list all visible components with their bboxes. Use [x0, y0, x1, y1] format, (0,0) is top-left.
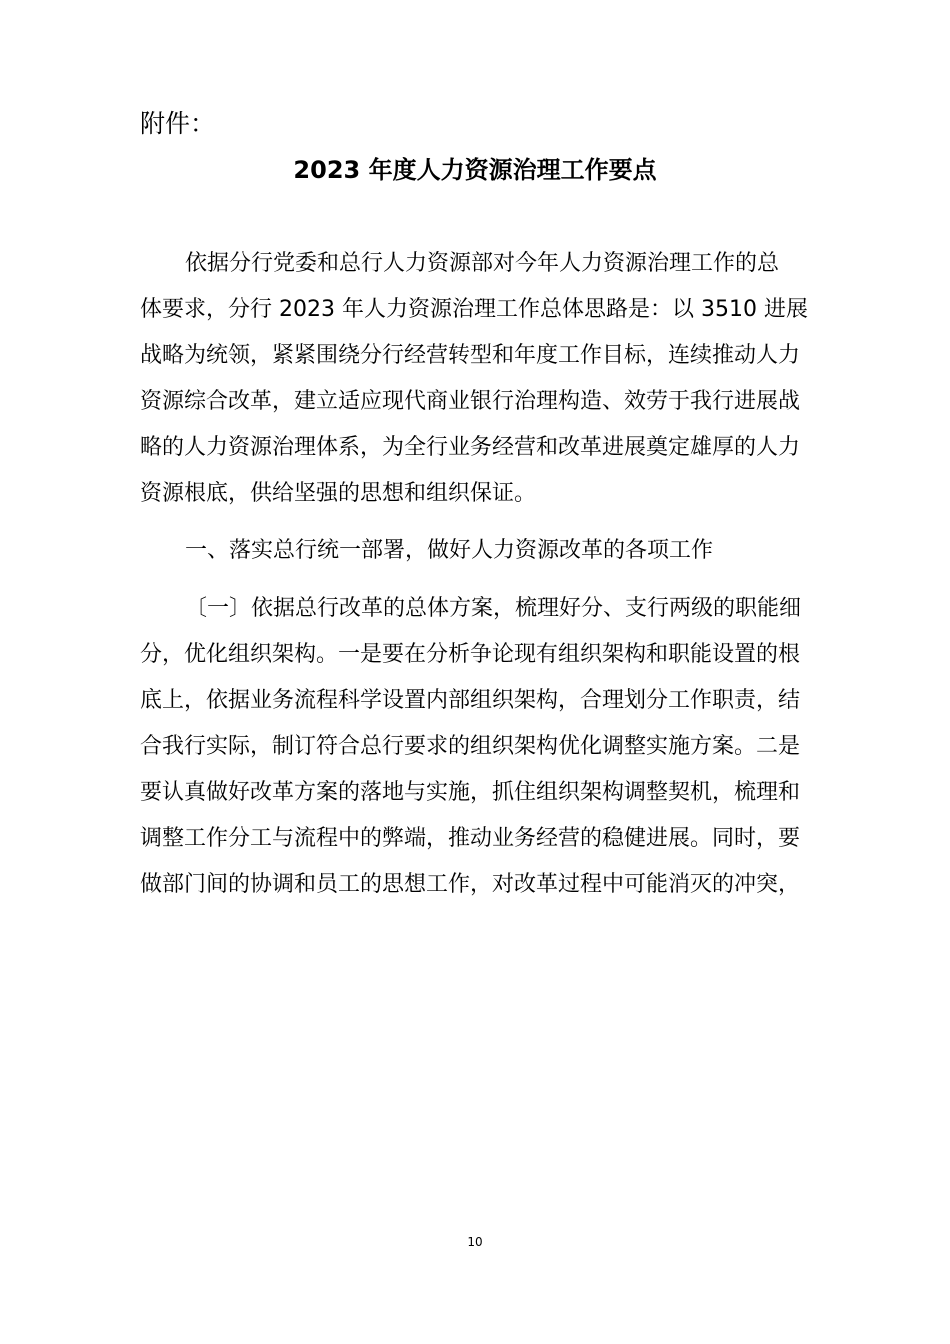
- paragraph-line: 〔一〕依据总行改革的总体方案，梳理好分、支行两级的职能细: [185, 596, 802, 621]
- paragraph-line: 资源根底，供给坚强的思想和组织保证。: [140, 481, 537, 506]
- paragraph-line: 分，优化组织架构。一是要在分析争论现有组织架构和职能设置的根: [140, 642, 801, 667]
- paragraph-line: 体要求，分行 2023 年人力资源治理工作总体思路是：以 3510 进展: [140, 297, 808, 322]
- paragraph-line: 合我行实际，制订符合总行要求的组织架构优化调整实施方案。二是: [140, 734, 801, 759]
- page-number: 10: [467, 1235, 483, 1249]
- document-title: 2023 年度人力资源治理工作要点: [293, 156, 657, 184]
- paragraph-line: 资源综合改革，建立适应现代商业银行治理构造、效劳于我行进展战: [140, 389, 801, 414]
- attachment-label: 附件：: [140, 109, 216, 138]
- paragraph-line: 战略为统领，紧紧围绕分行经营转型和年度工作目标，连续推动人力: [140, 343, 801, 368]
- paragraph-line: 做部门间的协调和员工的思想工作，对改革过程中可能消灭的冲突，: [140, 872, 801, 897]
- paragraph-line: 略的人力资源治理体系，为全行业务经营和改革进展奠定雄厚的人力: [140, 435, 801, 460]
- paragraph-line: 调整工作分工与流程中的弊端，推动业务经营的稳健进展。同时，要: [140, 826, 801, 851]
- paragraph-line: 底上，依据业务流程科学设置内部组织架构，合理划分工作职责，结: [140, 688, 801, 713]
- paragraph-line: 要认真做好改革方案的落地与实施，抓住组织架构调整契机，梳理和: [140, 780, 801, 805]
- paragraph-line: 依据分行党委和总行人力资源部对今年人力资源治理工作的总: [185, 251, 780, 276]
- section-heading: 一、落实总行统一部署，做好人力资源改革的各项工作: [185, 538, 714, 563]
